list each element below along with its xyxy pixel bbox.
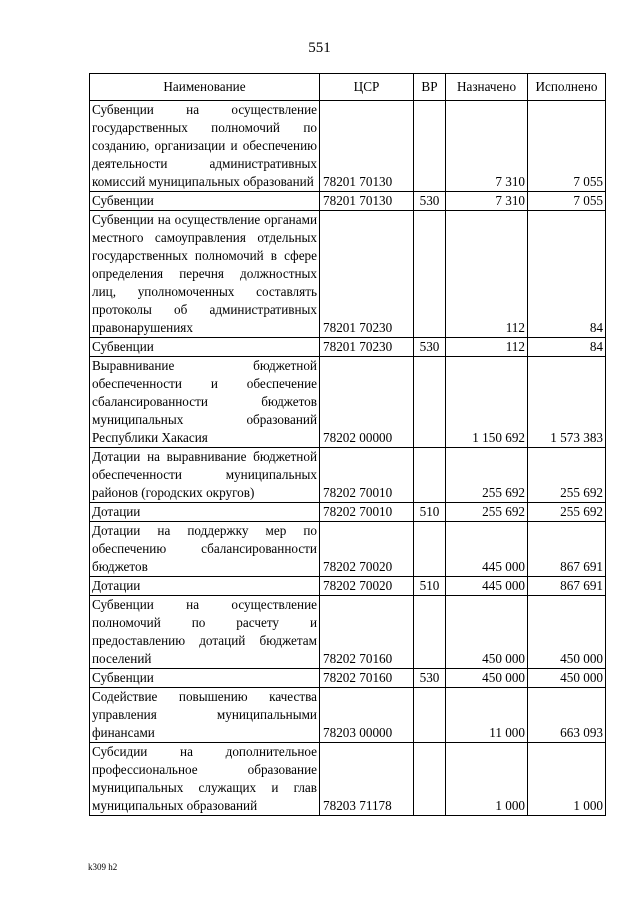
cell-vr: 510 bbox=[414, 577, 446, 596]
cell-assigned: 112 bbox=[446, 338, 528, 357]
cell-assigned: 1 000 bbox=[446, 743, 528, 816]
table-row bbox=[90, 357, 606, 448]
cell-csr: 78203 00000 bbox=[320, 688, 414, 743]
footer-code: k309 h2 bbox=[88, 862, 118, 872]
cell-name: Дотации на поддержку мер по обеспечению сбалансированности бюджетов bbox=[90, 522, 320, 577]
table-row bbox=[90, 522, 606, 577]
cell-vr bbox=[414, 357, 446, 448]
cell-executed: 7 055 bbox=[528, 101, 606, 192]
cell-assigned: 445 000 bbox=[446, 577, 528, 596]
cell-vr bbox=[414, 211, 446, 338]
cell-vr bbox=[414, 596, 446, 669]
cell-executed: 255 692 bbox=[528, 448, 606, 503]
cell-name: Субвенции bbox=[90, 338, 320, 357]
budget-table bbox=[89, 73, 606, 816]
table-row bbox=[90, 101, 606, 192]
table-row bbox=[90, 503, 606, 522]
cell-csr: 78201 70230 bbox=[320, 211, 414, 338]
table-row bbox=[90, 688, 606, 743]
table-row bbox=[90, 596, 606, 669]
table-body bbox=[90, 101, 606, 816]
cell-executed: 867 691 bbox=[528, 522, 606, 577]
cell-assigned: 450 000 bbox=[446, 596, 528, 669]
cell-name: Субсидии на дополнительное профессиональное образование муниципальных служащих и глав муниципальных образований bbox=[90, 743, 320, 816]
cell-executed: 1 573 383 bbox=[528, 357, 606, 448]
cell-csr: 78201 70130 bbox=[320, 101, 414, 192]
cell-name: Содействие повышению качества управления муниципальными финансами bbox=[90, 688, 320, 743]
cell-vr bbox=[414, 448, 446, 503]
header-executed: Исполнено bbox=[528, 74, 606, 101]
cell-csr: 78202 70020 bbox=[320, 522, 414, 577]
cell-assigned: 450 000 bbox=[446, 669, 528, 688]
cell-csr: 78202 00000 bbox=[320, 357, 414, 448]
cell-assigned: 11 000 bbox=[446, 688, 528, 743]
header-name: Наименование bbox=[90, 74, 320, 101]
cell-name: Субвенции на осуществление полномочий по расчету и предоставлению дотаций бюджетам поселений bbox=[90, 596, 320, 669]
cell-csr: 78203 71178 bbox=[320, 743, 414, 816]
cell-vr bbox=[414, 101, 446, 192]
cell-name: Дотации bbox=[90, 503, 320, 522]
cell-executed: 450 000 bbox=[528, 669, 606, 688]
cell-name: Выравнивание бюджетной обеспеченности и обеспечение сбалансированности бюджетов муниципальных образований Республики Хакасия bbox=[90, 357, 320, 448]
cell-name: Субвенции на осуществление государственных полномочий по созданию, организации и обеспечению деятельности административных комиссий муниципальных образований bbox=[90, 101, 320, 192]
cell-vr: 530 bbox=[414, 338, 446, 357]
cell-csr: 78202 70010 bbox=[320, 503, 414, 522]
cell-vr bbox=[414, 522, 446, 577]
cell-csr: 78201 70130 bbox=[320, 192, 414, 211]
cell-assigned: 7 310 bbox=[446, 192, 528, 211]
cell-name: Субвенции на осуществление органами местного самоуправления отдельных государственных полномочий в сфере определения перечня должностных лиц, уполномоченных составлять протоколы об административных правонарушениях bbox=[90, 211, 320, 338]
cell-csr: 78201 70230 bbox=[320, 338, 414, 357]
table-row bbox=[90, 448, 606, 503]
header-assigned: Назначено bbox=[446, 74, 528, 101]
cell-assigned: 112 bbox=[446, 211, 528, 338]
cell-assigned: 255 692 bbox=[446, 448, 528, 503]
cell-assigned: 1 150 692 bbox=[446, 357, 528, 448]
cell-assigned: 7 310 bbox=[446, 101, 528, 192]
cell-csr: 78202 70160 bbox=[320, 669, 414, 688]
cell-vr bbox=[414, 688, 446, 743]
cell-executed: 7 055 bbox=[528, 192, 606, 211]
cell-executed: 84 bbox=[528, 338, 606, 357]
page-number: 551 bbox=[308, 40, 331, 56]
cell-executed: 663 093 bbox=[528, 688, 606, 743]
cell-executed: 1 000 bbox=[528, 743, 606, 816]
table-row bbox=[90, 192, 606, 211]
cell-executed: 450 000 bbox=[528, 596, 606, 669]
cell-executed: 867 691 bbox=[528, 577, 606, 596]
cell-name: Субвенции bbox=[90, 669, 320, 688]
cell-executed: 84 bbox=[528, 211, 606, 338]
cell-executed: 255 692 bbox=[528, 503, 606, 522]
table-row bbox=[90, 669, 606, 688]
header-vr: ВР bbox=[414, 74, 446, 101]
cell-vr bbox=[414, 743, 446, 816]
cell-name: Дотации на выравнивание бюджетной обеспеченности муниципальных районов (городских округов) bbox=[90, 448, 320, 503]
table-row bbox=[90, 338, 606, 357]
cell-name: Субвенции bbox=[90, 192, 320, 211]
table-header-row bbox=[90, 74, 606, 101]
table-row bbox=[90, 577, 606, 596]
cell-name: Дотации bbox=[90, 577, 320, 596]
cell-vr: 530 bbox=[414, 192, 446, 211]
cell-assigned: 255 692 bbox=[446, 503, 528, 522]
cell-csr: 78202 70160 bbox=[320, 596, 414, 669]
cell-vr: 510 bbox=[414, 503, 446, 522]
table-row bbox=[90, 743, 606, 816]
table-row bbox=[90, 211, 606, 338]
header-csr: ЦСР bbox=[320, 74, 414, 101]
cell-assigned: 445 000 bbox=[446, 522, 528, 577]
cell-csr: 78202 70010 bbox=[320, 448, 414, 503]
cell-vr: 530 bbox=[414, 669, 446, 688]
cell-csr: 78202 70020 bbox=[320, 577, 414, 596]
